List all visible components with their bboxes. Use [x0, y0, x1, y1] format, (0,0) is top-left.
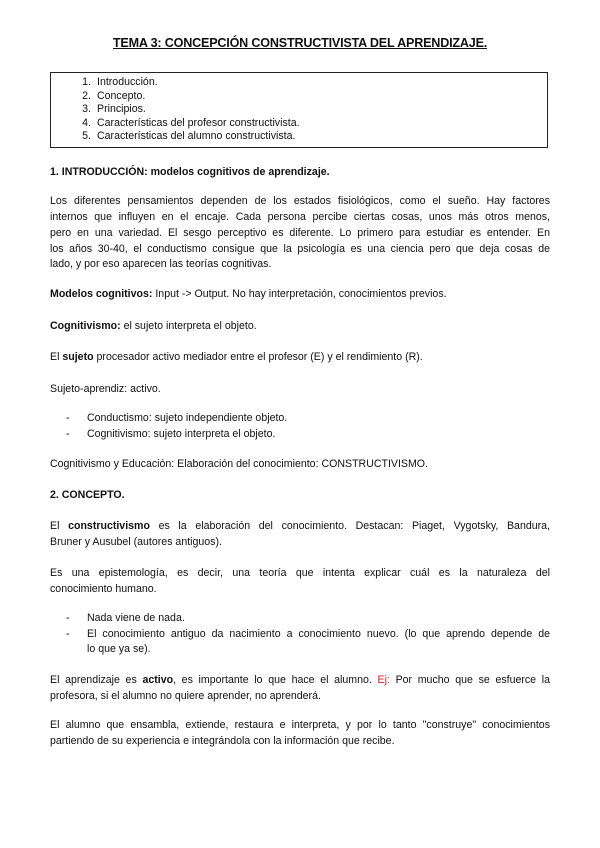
paragraph-educacion: Cognitivismo y Educación: Elaboración del conocimiento: CONSTRUCTIVISMO. — [50, 458, 428, 470]
toc-number: 3. — [82, 103, 91, 115]
text: El — [50, 520, 69, 532]
text: , es importante lo que hace el alumno. — [173, 674, 378, 686]
bold-term: activo — [142, 674, 174, 686]
toc-item — [75, 130, 295, 144]
bold-term: constructivismo — [68, 520, 150, 532]
paragraph-cognitivismo — [50, 318, 550, 334]
bullet-item: Conductismo: sujeto independiente objeto. — [87, 412, 288, 424]
dash-bullet: - — [66, 428, 70, 440]
bullet-item-continuation: lo que ya se). — [87, 643, 151, 655]
bullet-item: Cognitivismo: sujeto interpreta el objeto. — [87, 428, 276, 440]
toc-label: Características del alumno constructivista. — [97, 130, 296, 142]
toc-item — [75, 117, 300, 131]
paragraph-constructivismo — [50, 518, 550, 534]
example-label: Ej: — [377, 674, 390, 686]
toc-label: Concepto. — [97, 89, 146, 102]
table-of-contents — [50, 72, 548, 148]
paragraph-aprendiz: Sujeto-aprendiz: activo. — [50, 383, 161, 395]
paragraph-line: Es una epistemología, es decir, una teoría que intenta explicar cuál es la naturaleza del — [50, 567, 550, 579]
text: el sujeto interpreta el objeto. — [120, 320, 257, 332]
paragraph-sujeto — [50, 349, 550, 365]
bold-term: Cognitivismo: — [50, 320, 121, 332]
text: es la elaboración del conocimiento. Destacan: Piaget, Vygotsky, Bandura, — [149, 520, 550, 532]
section-heading-introduccion: 1. INTRODUCCIÓN: modelos cognitivos de aprendizaje. — [50, 166, 330, 178]
paragraph-line: los años 30-40, el conductismo consigue que la psicología es una ciencia pero que deja cosas de — [50, 243, 550, 255]
paragraph-line: lado, y por eso aparecen las teorías cognitivas. — [50, 258, 272, 270]
toc-number: 5. — [82, 130, 91, 142]
text: El aprendizaje es — [50, 674, 143, 686]
toc-number: 1. — [82, 76, 91, 88]
paragraph-modelos — [50, 286, 550, 302]
paragraph-line: Bruner y Ausubel (autores antiguos). — [50, 536, 222, 548]
paragraph-line: partiendo de su experiencia e integrándola con la información que recibe. — [50, 735, 395, 747]
toc-item — [75, 103, 146, 117]
paragraph-line: internos que influyen en el encaje. Cada persona percibe ciertas cosas, unos más otros menos, — [50, 211, 550, 223]
toc-number: 2. — [82, 89, 91, 102]
text: procesador activo mediador entre el profesor (E) y el rendimiento (R). — [93, 351, 423, 363]
toc-item — [75, 76, 158, 90]
toc-label: Principios. — [97, 103, 146, 115]
text: El — [50, 351, 63, 363]
text: Input -> Output. No hay interpretación, conocimientos previos. — [152, 288, 447, 300]
paragraph-line: pero en una variedad. El sesgo perceptivo es diferente. Lo primero para estudiar es entender. En — [50, 227, 550, 239]
bold-term: sujeto — [62, 351, 94, 363]
paragraph-line: Los diferentes pensamientos dependen de los estados fisiológicos, como el sueño. Hay factores — [50, 195, 550, 207]
toc-label: Introducción. — [97, 76, 158, 88]
dash-bullet: - — [66, 612, 70, 624]
bullet-item: Nada viene de nada. — [87, 612, 185, 624]
bold-term: Modelos cognitivos: — [50, 288, 153, 300]
paragraph-activo — [50, 672, 550, 688]
toc-number: 4. — [82, 116, 91, 129]
text: Por mucho que se esfuerce la — [389, 674, 550, 686]
section-heading-concepto: 2. CONCEPTO. — [50, 489, 125, 501]
page-title: TEMA 3: CONCEPCIÓN CONSTRUCTIVISTA DEL APRENDIZAJE. — [112, 36, 488, 50]
toc-item — [75, 90, 145, 104]
paragraph-line: conocimiento humano. — [50, 583, 157, 595]
dash-bullet: - — [66, 628, 70, 640]
bullet-item: El conocimiento antiguo da nacimiento a conocimiento nuevo. (lo que aprendo depende de — [87, 628, 550, 640]
toc-label: Características del profesor constructivista. — [97, 116, 300, 129]
paragraph-line: profesora, si el alumno no quiere aprender, no aprenderá. — [50, 690, 321, 702]
dash-bullet: - — [66, 412, 70, 424]
paragraph-line: El alumno que ensambla, extiende, restaura e interpreta, y por lo tanto "construye" conocimientos — [50, 719, 550, 731]
